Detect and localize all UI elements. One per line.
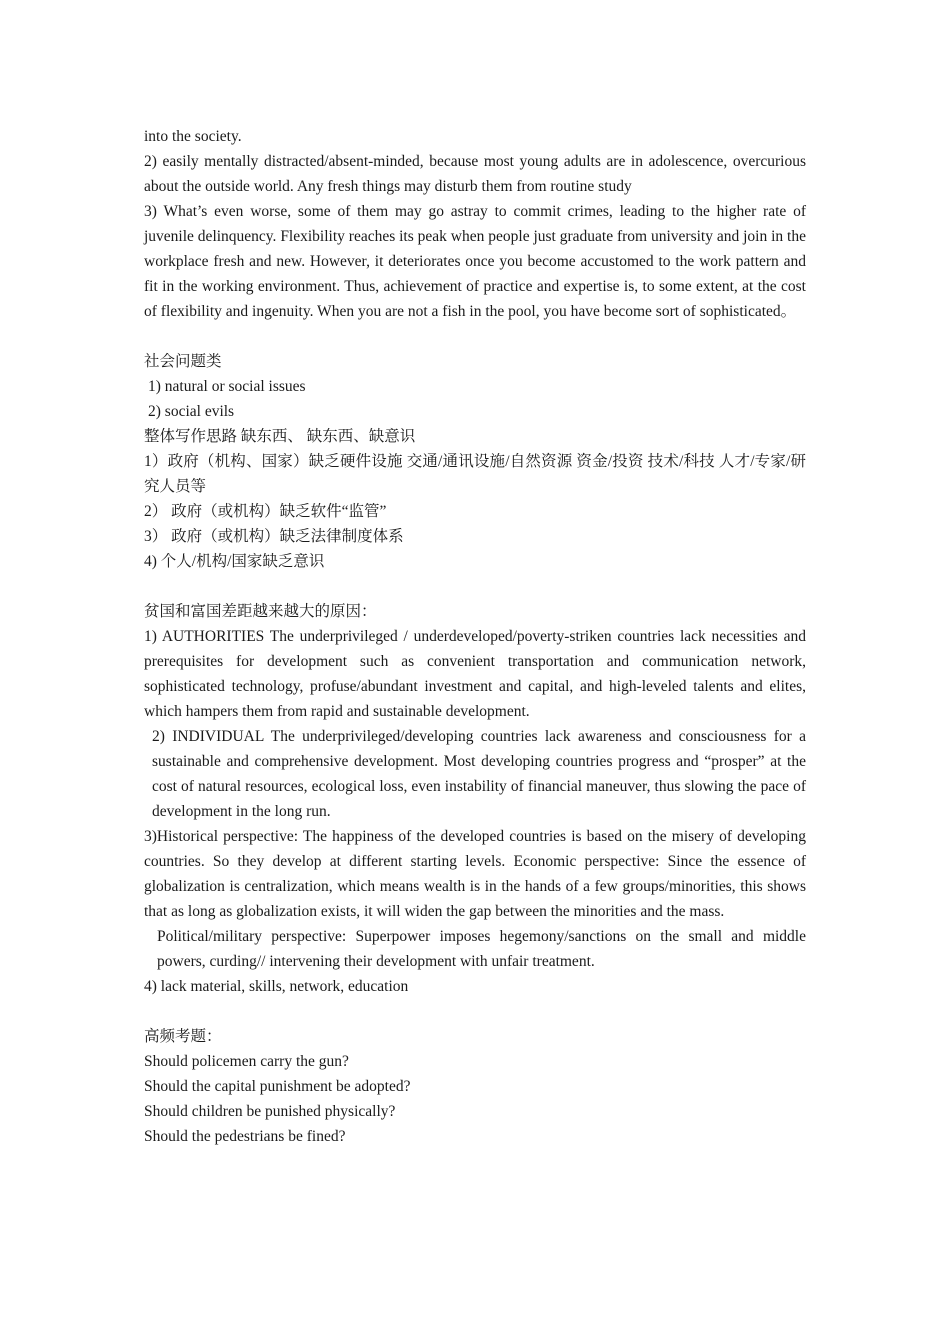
outline-line: 整体写作思路 缺东西、 缺东西、缺意识 [144,428,416,445]
document-page [144,124,806,1149]
reason-authorities: 1) AUTHORITIES The underprivileged / underdeveloped/poverty-striken countries lack necessities and prerequisites for development such as convenient transportation and communication network, sophisticated technology, profuse/abundant investment and capital, and high-leveled talents and elites, which hampers them from rapid and sustainable development. [144,628,806,720]
list-item-natural-social-issues: 1) natural or social issues [148,378,306,395]
outline-point-1: 1）政府（机构、国家）缺乏硬件设施 交通/通讯设施/自然资源 资金/投资 技术/科技 人才/专家/研究人员等 [144,453,806,495]
outline-point-2: 2） 政府（或机构）缺乏软件“监管” [144,503,387,520]
reason-lack-material: 4) lack material, skills, network, education [144,978,409,995]
spacer [144,574,806,599]
topic-question-1: Should policemen carry the gun? [144,1053,349,1070]
section-heading-gap-reasons: 贫国和富国差距越来越大的原因： [144,603,377,620]
paragraph-point-2: 2) easily mentally distracted/absent-minded, because most young adults are in adolescence, overcurious about the outside world. Any fresh things may disturb them from routine study [144,153,806,195]
reason-political-military: Political/military perspective: Superpower imposes hegemony/sanctions on the small and middle powers, curding// intervening their development with unfair treatment. [157,928,806,970]
spacer [144,999,806,1024]
topic-question-2: Should the capital punishment be adopted? [144,1078,411,1095]
list-item-social-evils: 2) social evils [148,403,235,420]
topic-question-3: Should children be punished physically? [144,1103,396,1120]
outline-point-4: 4) 个人/机构/国家缺乏意识 [144,553,325,570]
reason-individual: 2) INDIVIDUAL The underprivileged/developing countries lack awareness and consciousness for a sustainable and comprehensive development. Most developing countries progress and “prosper” at the cost of natural resources, ecological loss, even instability of financial maneuver, thus slowing the pace of development in the long run. [152,728,806,820]
section-heading-frequent-topics: 高频考题： [144,1028,222,1045]
spacer [144,324,806,349]
topic-question-4: Should the pedestrians be fined? [144,1128,346,1145]
outline-point-3: 3） 政府（或机构）缺乏法律制度体系 [144,528,404,545]
reason-perspectives: 3)Historical perspective: The happiness of the developed countries is based on the misery of developing countries. So they develop at different starting levels. Economic perspective: Since the essence of globalization is centralization, which means wealth is in the hands of a few groups/minorities, this shows that as long as globalization exists, it will widen the gap between the minorities and the mass. [144,828,806,920]
section-heading-social-issues: 社会问题类 [144,353,222,370]
paragraph-point-3: 3) What’s even worse, some of them may go astray to commit crimes, leading to the higher rate of juvenile delinquency. Flexibility reaches its peak when people just graduate from university and join in the workplace fresh and new. However, it deteriorates once you become accustomed to the work pattern and fit in the working environment. Thus, achievement of practice and expertise is, to some extent, at the cost of flexibility and ingenuity. When you are not a fish in the pool, you have become sort of sophisticated。 [144,203,806,320]
paragraph-continuation: into the society. [144,128,242,145]
